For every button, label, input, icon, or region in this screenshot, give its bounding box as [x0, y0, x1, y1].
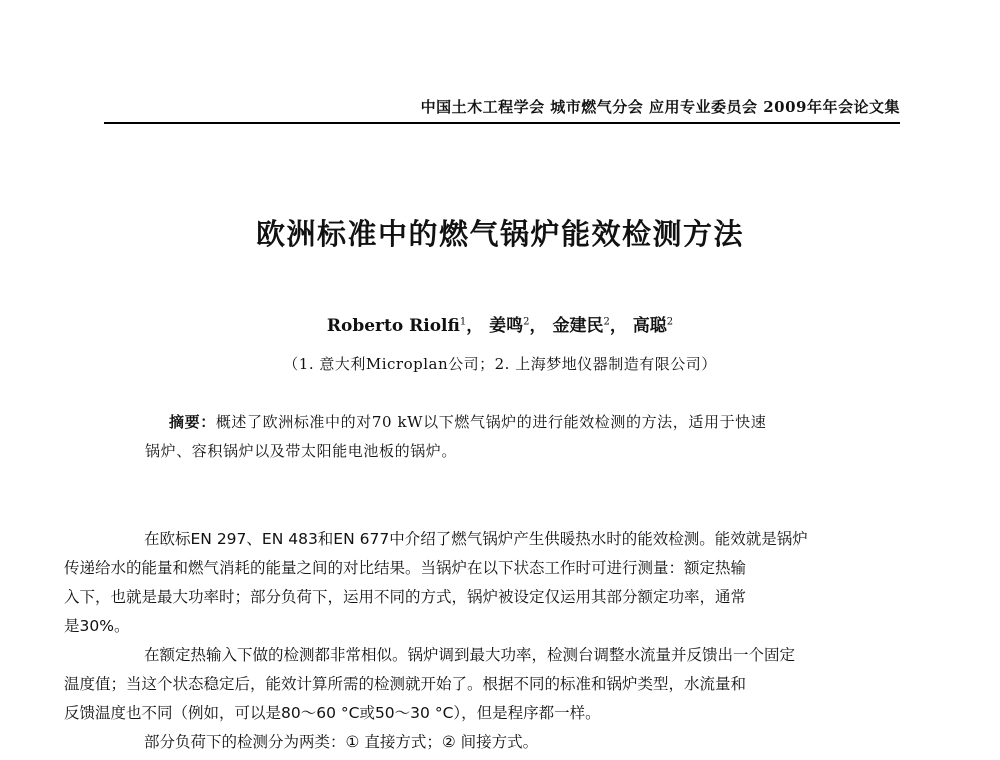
author-name: 姜鸣: [489, 316, 524, 336]
author-name: 高聪: [632, 316, 667, 336]
author-affil-mark: 2: [523, 316, 530, 328]
text-line: 温度值；当这个状态稳定后，能效计算所需的检测就开始了。根据不同的标准和锅炉类型，水流量和: [64, 675, 747, 693]
proceedings-header: 中国土木工程学会 城市燃气分会 应用专业委员会 2009年年会论文集: [420, 98, 900, 116]
text-line: 传递给水的能量和燃气消耗的能量之间的对比结果。当锅炉在以下状态工作时可进行测量：额定热输: [64, 559, 747, 577]
paragraph: [64, 525, 900, 641]
text-line: 部分负荷下的检测分为两类：① 直接方式；② 间接方式。: [144, 733, 539, 751]
body-text: [64, 525, 900, 757]
author-list: [0, 311, 1000, 336]
author-affil-mark: 2: [666, 316, 674, 328]
author-affil-mark: 1: [459, 316, 467, 328]
abstract-text: 概述了欧洲标准中的对70 kW以下燃气锅炉的进行能效检测的方法，适用于快速: [215, 413, 767, 431]
paragraph: [64, 641, 900, 728]
text-line: 是30%。: [64, 617, 130, 635]
text-line: 在欧标EN 297、EN 483和EN 677中介绍了燃气锅炉产生供暖热水时的能效检测。能效就是锅炉: [144, 530, 808, 548]
header-rule: [104, 122, 900, 124]
affiliations: （1. 意大利Microplan公司；2. 上海梦地仪器制造有限公司）: [283, 355, 717, 373]
abstract-label: 摘要：: [169, 413, 216, 431]
author-affil-mark: 2: [603, 316, 610, 328]
author-name: 金建民: [552, 316, 604, 336]
abstract: [145, 408, 865, 466]
paragraph: [104, 728, 900, 757]
text-line: 反馈温度也不同（例如，可以是80～60 °C或50～30 °C），但是程序都一样。: [64, 704, 601, 722]
author-separator: ，: [529, 316, 547, 336]
author-separator: ，: [609, 316, 627, 336]
text-line: 在额定热输入下做的检测都非常相似。锅炉调到最大功率，检测台调整水流量并反馈出一个固定: [144, 646, 796, 664]
author-separator: ，: [466, 316, 484, 336]
text-line: 入下，也就是最大功率时；部分负荷下，运用不同的方式，锅炉被设定仅运用其部分额定功率，通常: [64, 588, 747, 606]
abstract-text: 锅炉、容积锅炉以及带太阳能电池板的锅炉。: [145, 442, 458, 460]
paper-title: 欧洲标准中的燃气锅炉能效检测方法: [255, 217, 744, 251]
author-name: Roberto Riolfi: [326, 316, 460, 336]
